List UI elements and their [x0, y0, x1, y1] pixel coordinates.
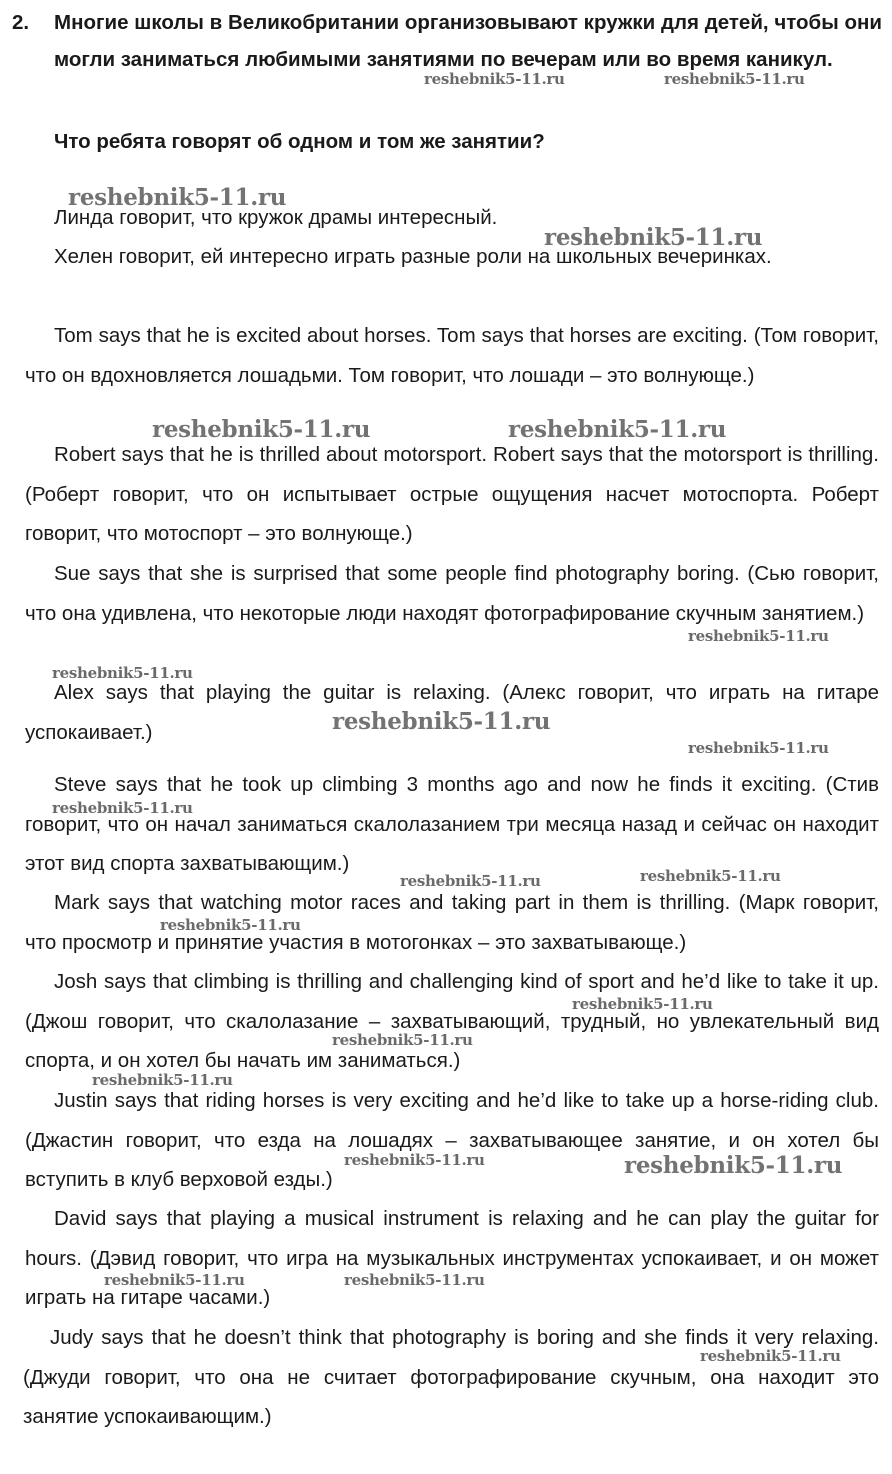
watermark: reshebnik5-11.ru	[688, 627, 829, 645]
watermark: reshebnik5-11.ru	[640, 867, 781, 885]
watermark: reshebnik5-11.ru	[152, 416, 371, 443]
answer-paragraph: Alex says that playing the guitar is relaxing. (Алекс говорит, что играть на гитаре успокаивает.)	[25, 681, 879, 744]
watermark: reshebnik5-11.ru	[572, 995, 713, 1013]
watermark: reshebnik5-11.ru	[688, 739, 829, 757]
watermark: reshebnik5-11.ru	[68, 184, 287, 211]
answer-paragraph: Steve says that he took up climbing 3 months ago and now he finds it exciting. (Стив говорит, что он начал заниматься скалолазанием три месяца назад и сейчас он находит этот вид спорта захватывающим.)	[25, 773, 879, 875]
watermark: reshebnik5-11.ru	[508, 416, 727, 443]
task-text: Многие школы в Великобритании организовывают кружки для детей, чтобы они могли заниматься любимыми занятиями по вечерам или во время каникул.	[54, 11, 882, 71]
intro-line: Хелен говорит, ей интересно играть разные роли на школьных вечеринках.	[54, 245, 772, 268]
task-number: 2.	[12, 11, 30, 34]
watermark: reshebnik5-11.ru	[544, 224, 763, 251]
watermark: reshebnik5-11.ru	[160, 916, 301, 934]
watermark: reshebnik5-11.ru	[332, 1031, 473, 1049]
answer-paragraph: Tom says that he is excited about horses. Tom says that horses are exciting. (Том говорит, что он вдохновляется лошадьми. Том говорит, что лошади – это волнующе.)	[25, 324, 879, 387]
watermark: reshebnik5-11.ru	[344, 1271, 485, 1289]
watermark: reshebnik5-11.ru	[664, 70, 805, 88]
answer-paragraph: Robert says that he is thrilled about motorsport. Robert says that the motorsport is thrilling. (Роберт говорит, что он испытывает острые ощущения насчет мотоспорта. Роберт говорит, что мотоспорт – это волнующе.)	[25, 443, 879, 545]
watermark: reshebnik5-11.ru	[700, 1347, 841, 1365]
watermark: reshebnik5-11.ru	[424, 70, 565, 88]
task-question: Что ребята говорят об одном и том же занятии?	[54, 130, 545, 153]
answer-paragraph: Mark says that watching motor races and taking part in them is thrilling. (Марк говорит, что просмотр и принятие участия в мотогонках – это захватывающе.)	[25, 891, 879, 954]
answer-paragraph: Josh says that climbing is thrilling and challenging kind of sport and he’d like to take it up. (Джош говорит, что скалолазание – захватывающий, трудный, но увлекательный вид спорта, и он хотел бы начать им заниматься.)	[25, 970, 879, 1072]
watermark: reshebnik5-11.ru	[52, 799, 193, 817]
watermark: reshebnik5-11.ru	[624, 1152, 843, 1179]
answer-paragraph: Justin says that riding horses is very exciting and he’d like to take up a horse-riding club. (Джастин говорит, что езда на лошадях – захватывающее занятие, и он хотел бы вступить в клуб верховой езды.)	[25, 1089, 879, 1191]
answer-paragraph: David says that playing a musical instrument is relaxing and he can play the guitar for hours. (Дэвид говорит, что игра на музыкальных инструментах успокаивает, и он может играть на гитаре часами.)	[25, 1207, 879, 1309]
intro-line: Линда говорит, что кружок драмы интересный.	[54, 206, 498, 229]
answer-paragraph: Sue says that she is surprised that some people find photography boring. (Сью говорит, что она удивлена, что некоторые люди находят фотографирование скучным занятием.)	[25, 562, 879, 625]
watermark: reshebnik5-11.ru	[104, 1271, 245, 1289]
watermark: reshebnik5-11.ru	[52, 664, 193, 682]
answer-paragraph: Judy says that he doesn’t think that photography is boring and she finds it very relaxing. (Джуди говорит, что она не считает фотографирование скучным, она находит это занятие успокаивающим.)	[23, 1326, 879, 1428]
watermark: reshebnik5-11.ru	[92, 1071, 233, 1089]
watermark: reshebnik5-11.ru	[344, 1151, 485, 1169]
watermark: reshebnik5-11.ru	[332, 708, 551, 735]
watermark: reshebnik5-11.ru	[400, 872, 541, 890]
